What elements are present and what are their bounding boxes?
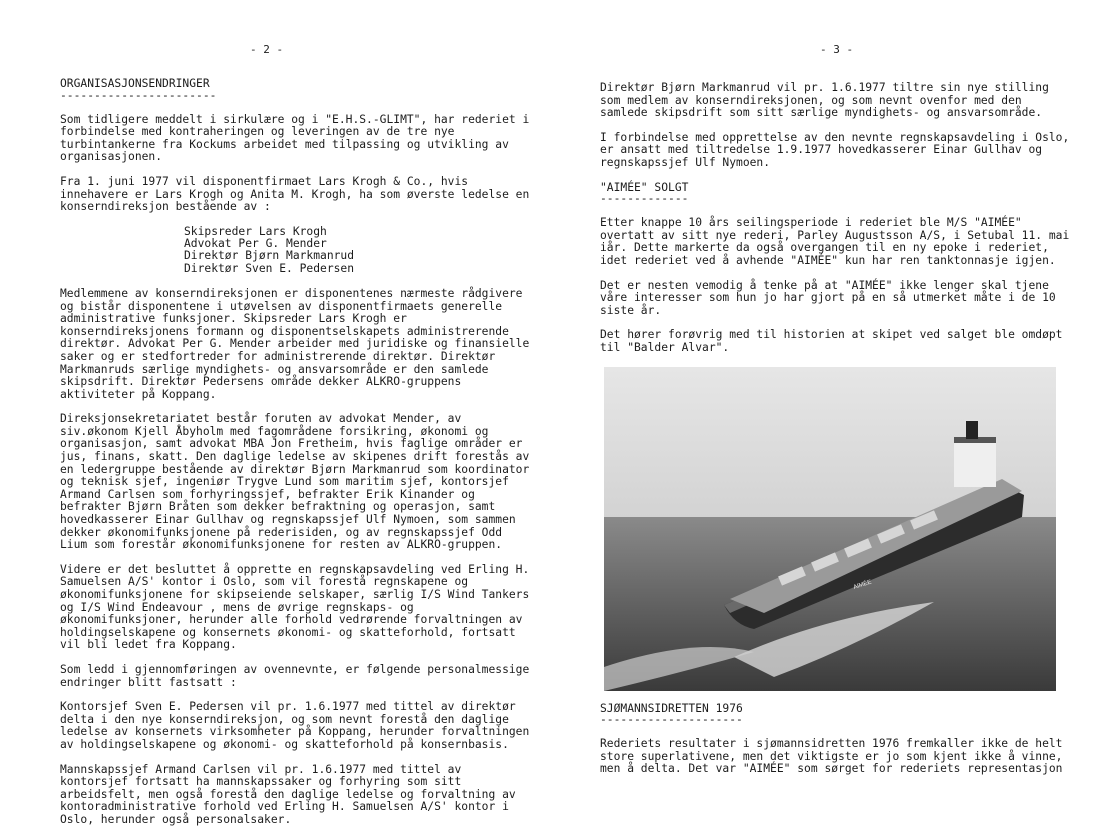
heading-underline: --------------------- (600, 713, 743, 727)
board-member: Direktør Sven E. Pedersen (184, 261, 355, 275)
section-heading: "AIMÉE" SOLGT (600, 180, 689, 194)
paragraph: I forbindelse med opprettelse av den nevnte regnskapsavdeling i Oslo, er ansatt med tiltredelse 1.9.1977 hovedkasserer Einar Gullhav og regnskapssjef Ulf Nymoen. (600, 130, 1070, 169)
ship-icon (604, 367, 1056, 691)
section-heading: ORGANISASJONSENDRINGER (60, 77, 210, 90)
paragraph: Medlemmene av konserndireksjonen er disponentenes nærmeste rådgivere og bistår disponentene i utøvelsen av disponentfirmaets generelle administrative funksjoner. Skipsreder Lars Krogh er konserndireksjonens formann og disponentselskapets administrerende direktør. Advokat Per G. Mender arbeider med juridiske og finansielle saker og er stedfortreder for administrerende direktør. Direktør Markmanruds særlige myndighets- og ansvarsområde er den samlede skipsdrift. Direktør Pedersens område dekker ALKRO-gruppens aktiviteter på Koppang. (60, 286, 530, 401)
heading-underline: ----------------------- (60, 88, 217, 102)
page-number: - 2 - (250, 43, 284, 56)
paragraph: Rederiets resultater i sjømannsidretten 1976 fremkaller ikke de helt store superlativene, men det viktigste er jo som kjent ikke å vinne, men å delta. Det var "AIMÉE" som sørget for rederiets representasjon (600, 737, 1063, 776)
board-member: Direktør Bjørn Markmanrud (184, 249, 355, 263)
paragraph: Etter knappe 10 års seilingsperiode i rederiet ble M/S "AIMÉE" overtatt av sitt nye rederi, Parley Augustsson A/S, i Setubal 11. mai iår. Dette markerte da også overgangen til en ny epoke i rederiet, idet rederiet ved å avhende "AIMÉE" kun har ren tanktonnasje igjen. (600, 216, 1070, 267)
paragraph: Direksjonsekretariatet består foruten av advokat Mender, av siv.økonom Kjell Åbyholm med fagområdene forsikring, økonomi og organisasjon, samt advokat MBA Jon Fretheim, hvis faglige områder er jus, finans, skatt. Den daglige ledelse av skipenes drift forestås av en ledergruppe bestående av direktør Bjørn Markmanrud som koordinator og teknisk sjef, ingeniør Trygve Lund som maritim sjef, kontorsjef Armand Carlsen som forhyringssjef, befrakter Erik Kinander og befrakter Bjørn Bråten som dekker befraktning og operasjon, samt hovedkasserer Einar Gullhav og regnskapssjef Ulf Nymoen, som sammen dekker økonomifunksjonene på rederisiden, og av regnskapssjef Odd Lium som forestår økonomifunksjonene for resten av ALKRO-gruppen. (60, 412, 530, 552)
paragraph: Som tidligere meddelt i sirkulære og i "E.H.S.-GLIMT", har rederiet i forbindelse med kontraheringen og leveringen av de tre nye turbintankerne fra Kockums arbeidet med tilpassing og utvikling av organisasjonen. (60, 112, 530, 164)
board-member-list (184, 226, 530, 275)
right-page (600, 0, 1080, 784)
left-page (60, 0, 540, 826)
board-member: Skipsreder Lars Krogh (184, 224, 327, 238)
left-column (60, 78, 530, 839)
paragraph: Videre er det besluttet å opprette en regnskapsavdeling ved Erling H. Samuelsen A/S' kontor i Oslo, som vil forestå regnskapene og økonomifunksjonene for skipseiende selskaper, særlig I/S Wind Tankers og I/S Wind Endeavour , mens de øvrige regnskaps- og økonomifunksjoner, herunder alle forhold vedrørende forvaltningen av holdingselskapene og konsernets økonomi- og skatteforhold, fortsatt vil bli ledet fra Koppang. (60, 562, 530, 652)
hull-name: AIMÉE (852, 578, 873, 591)
page-number: - 3 - (820, 43, 854, 56)
heading-underline: ------------- (600, 192, 689, 206)
paragraph: Direktør Bjørn Markmanrud vil pr. 1.6.1977 tiltre sin nye stilling som medlem av konserndireksjonen, og som nevnt ovenfor med den samlede skipsdrift som sitt særlige myndighets- og ansvarsområde. (600, 81, 1049, 120)
section-heading: SJØMANNSIDRETTEN 1976 (600, 701, 743, 715)
ship-photo (604, 367, 1056, 691)
paragraph: Mannskapssjef Armand Carlsen vil pr. 1.6.1977 med tittel av kontorsjef fortsatt ha mannskapssaker og forhyring som sitt arbeidsfelt, men også forestå den daglige ledelse og forvaltning av kontoradministrative forhold ved Erling H. Samuelsen A/S' kontor i Oslo, herunder også personalsaker. (60, 762, 516, 826)
board-member: Advokat Per G. Mender (184, 237, 327, 251)
paragraph: Fra 1. juni 1977 vil disponentfirmaet Lars Krogh & Co., hvis innehavere er Lars Krogh og Anita M. Krogh, ha som øverste ledelse en konserndireksjon bestående av : (60, 174, 530, 214)
paragraph: Kontorsjef Sven E. Pedersen vil pr. 1.6.1977 med tittel av direktør delta i den nye konserndireksjon, og som nevnt forestå den daglige ledelse av konsernets virksomheter på Koppang, herunder forvaltningen av holdingselskapene og økonomi- og skatteforhold på konsernbasis. (60, 700, 530, 751)
paragraph: Det er nesten vemodig å tenke på at "AIMÉE" ikke lenger skal tjene våre interesser som hun jo har gjort på en så utmerket måte i de 10 siste år. (600, 278, 1056, 317)
paragraph: Som ledd i gjennomføringen av ovennevnte, er følgende personalmessige endringer blitt fastsatt : (60, 662, 530, 689)
paragraph: Det hører forøvrig med til historien at skipet ved salget ble omdøpt til "Balder Alvar". (600, 328, 1063, 354)
right-column (600, 82, 1070, 788)
